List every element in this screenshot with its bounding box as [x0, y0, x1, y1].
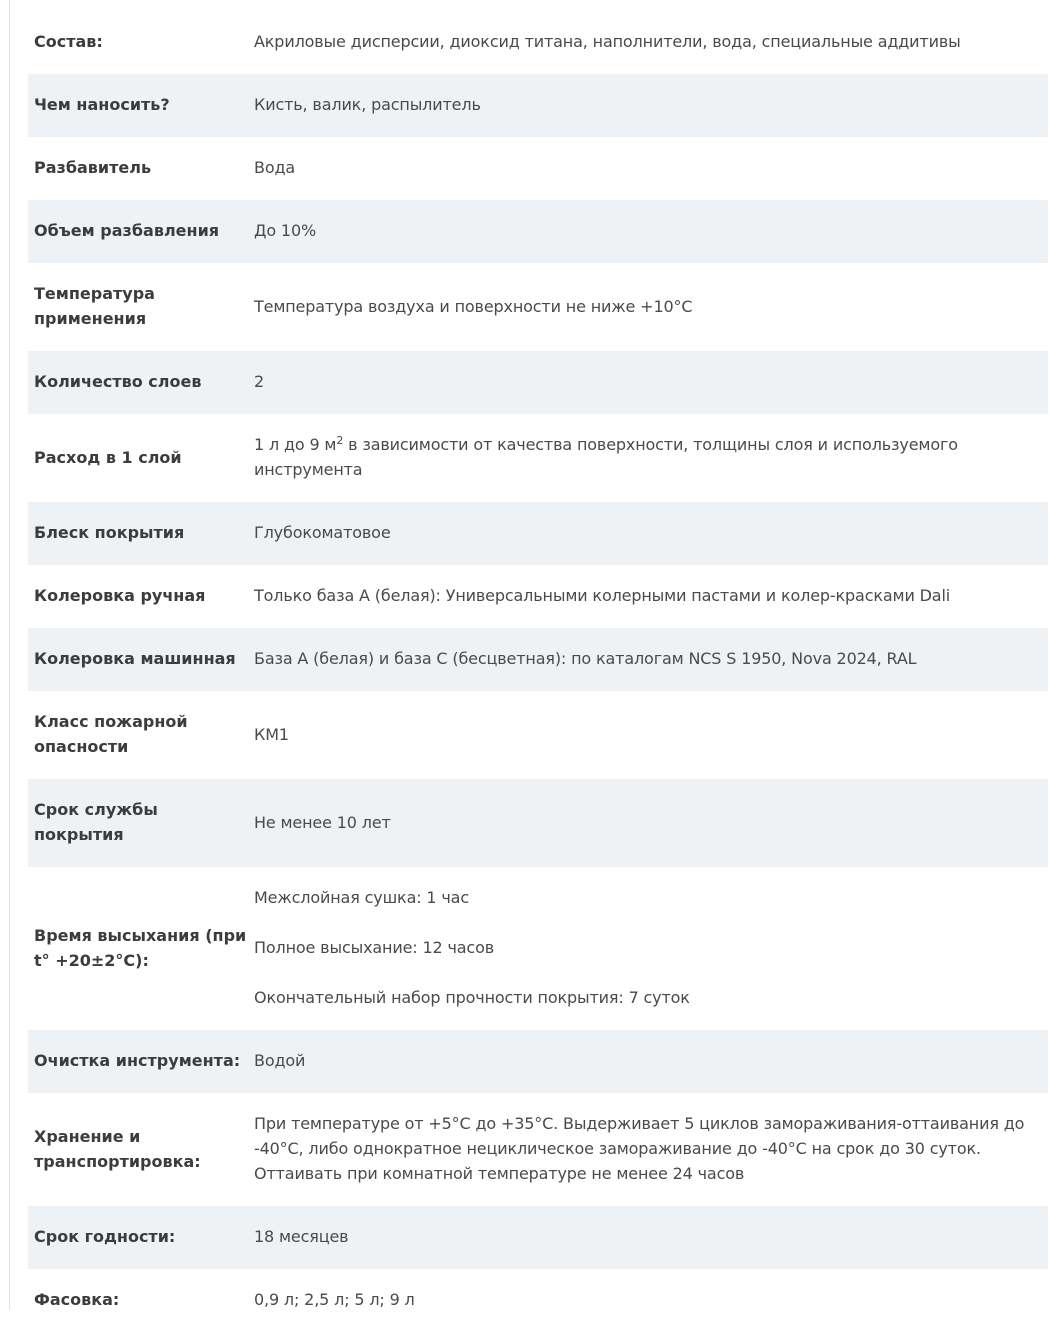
spec-label: Очистка инструмента:: [28, 1030, 248, 1093]
spec-label: Расход в 1 слой: [34, 447, 182, 467]
spec-label: Хранение и транспортировка:: [34, 1126, 201, 1171]
spec-row-layers-count: [28, 351, 1048, 414]
spec-value: Не менее 10 лет: [248, 779, 1048, 867]
spec-label: Колеровка машинная: [28, 628, 248, 691]
spec-value: При температуре от +5°С до +35°С. Выдерживает 5 циклов замораживания-оттаивания до -40°С, либо однократное нециклическое замораживание до -40°С на срок до 30 суток. Оттаивать при комнатной температуре не менее 24 часов: [254, 1114, 1025, 1183]
spec-value: Кисть, валик, распылитель: [248, 74, 1048, 137]
spec-value: Глубокоматовое: [248, 502, 1048, 565]
spec-value: До 10%: [248, 200, 1048, 263]
spec-label: Разбавитель: [34, 158, 152, 177]
spec-row-machine-tinting: [28, 628, 1048, 691]
spec-label: Блеск покрытия: [28, 502, 248, 565]
spec-label: Время высыхания (при t° +20±2°С):: [34, 925, 247, 970]
spec-value: 18 месяцев: [248, 1206, 1048, 1269]
spec-label: Количество слоев: [28, 351, 248, 414]
spec-row-fire-class: [28, 691, 1048, 779]
spec-label: Срок службы покрытия: [28, 779, 248, 867]
spec-row-packaging: [28, 1269, 1048, 1332]
drying-final-strength: Окончательный набор прочности покрытия: 7 суток: [254, 988, 690, 1007]
spec-row-consumption: [28, 414, 1048, 502]
spec-value: [248, 867, 1048, 1030]
spec-row-dilution-volume: [28, 200, 1048, 263]
spec-value: Акриловые дисперсии, диоксид титана, наполнители, вода, специальные аддитивы: [254, 32, 961, 51]
spec-label: Срок годности:: [28, 1206, 248, 1269]
spec-row-shelf-life: [28, 1206, 1048, 1269]
spec-row-drying-time: [28, 867, 1048, 1030]
spec-row-composition: [28, 11, 1048, 74]
spec-value: Только база А (белая): Универсальными колерными пастами и колер-красками Dali: [254, 586, 951, 605]
spec-row-thinner: [28, 137, 1048, 200]
drying-interlayer: Межслойная сушка: 1 час: [254, 888, 469, 907]
spec-label: Класс пожарной опасности: [34, 712, 188, 756]
spec-row-storage: [28, 1093, 1048, 1206]
spec-value: Вода: [254, 158, 296, 177]
spec-value: 0,9 л; 2,5 л; 5 л; 9 л: [254, 1290, 415, 1309]
consumption-note: в зависимости от качества поверхности, толщины слоя и используемого инструмента: [254, 435, 958, 479]
spec-value: Температура воздуха и поверхности не ниже +10°С: [254, 296, 693, 316]
product-specs-table: [28, 11, 1048, 1332]
spec-value: Водой: [248, 1030, 1048, 1093]
spec-row-manual-tinting: [28, 565, 1048, 628]
spec-label: Температура применения: [34, 284, 155, 328]
drying-full: Полное высыхание: 12 часов: [254, 938, 494, 957]
spec-value: 2: [248, 351, 1048, 414]
spec-label: Колеровка ручная: [34, 586, 206, 605]
consumption-amount: 1 л до 9 м: [254, 435, 337, 454]
spec-label: Состав:: [34, 32, 103, 51]
spec-row-application-tools: [28, 74, 1048, 137]
spec-value: База А (белая) и база С (бесцветная): по каталогам NCS S 1950, Nova 2024, RAL: [248, 628, 1048, 691]
left-border-line: [9, 0, 10, 1310]
spec-value: КМ1: [254, 724, 289, 744]
spec-label: Чем наносить?: [28, 74, 248, 137]
spec-row-gloss: [28, 502, 1048, 565]
spec-row-service-life: [28, 779, 1048, 867]
spec-label: Фасовка:: [34, 1290, 120, 1309]
spec-value: [248, 414, 1048, 502]
spec-label: Объем разбавления: [28, 200, 248, 263]
spec-row-application-temperature: [28, 263, 1048, 351]
spec-row-tool-cleaning: [28, 1030, 1048, 1093]
square-superscript: 2: [336, 434, 344, 447]
